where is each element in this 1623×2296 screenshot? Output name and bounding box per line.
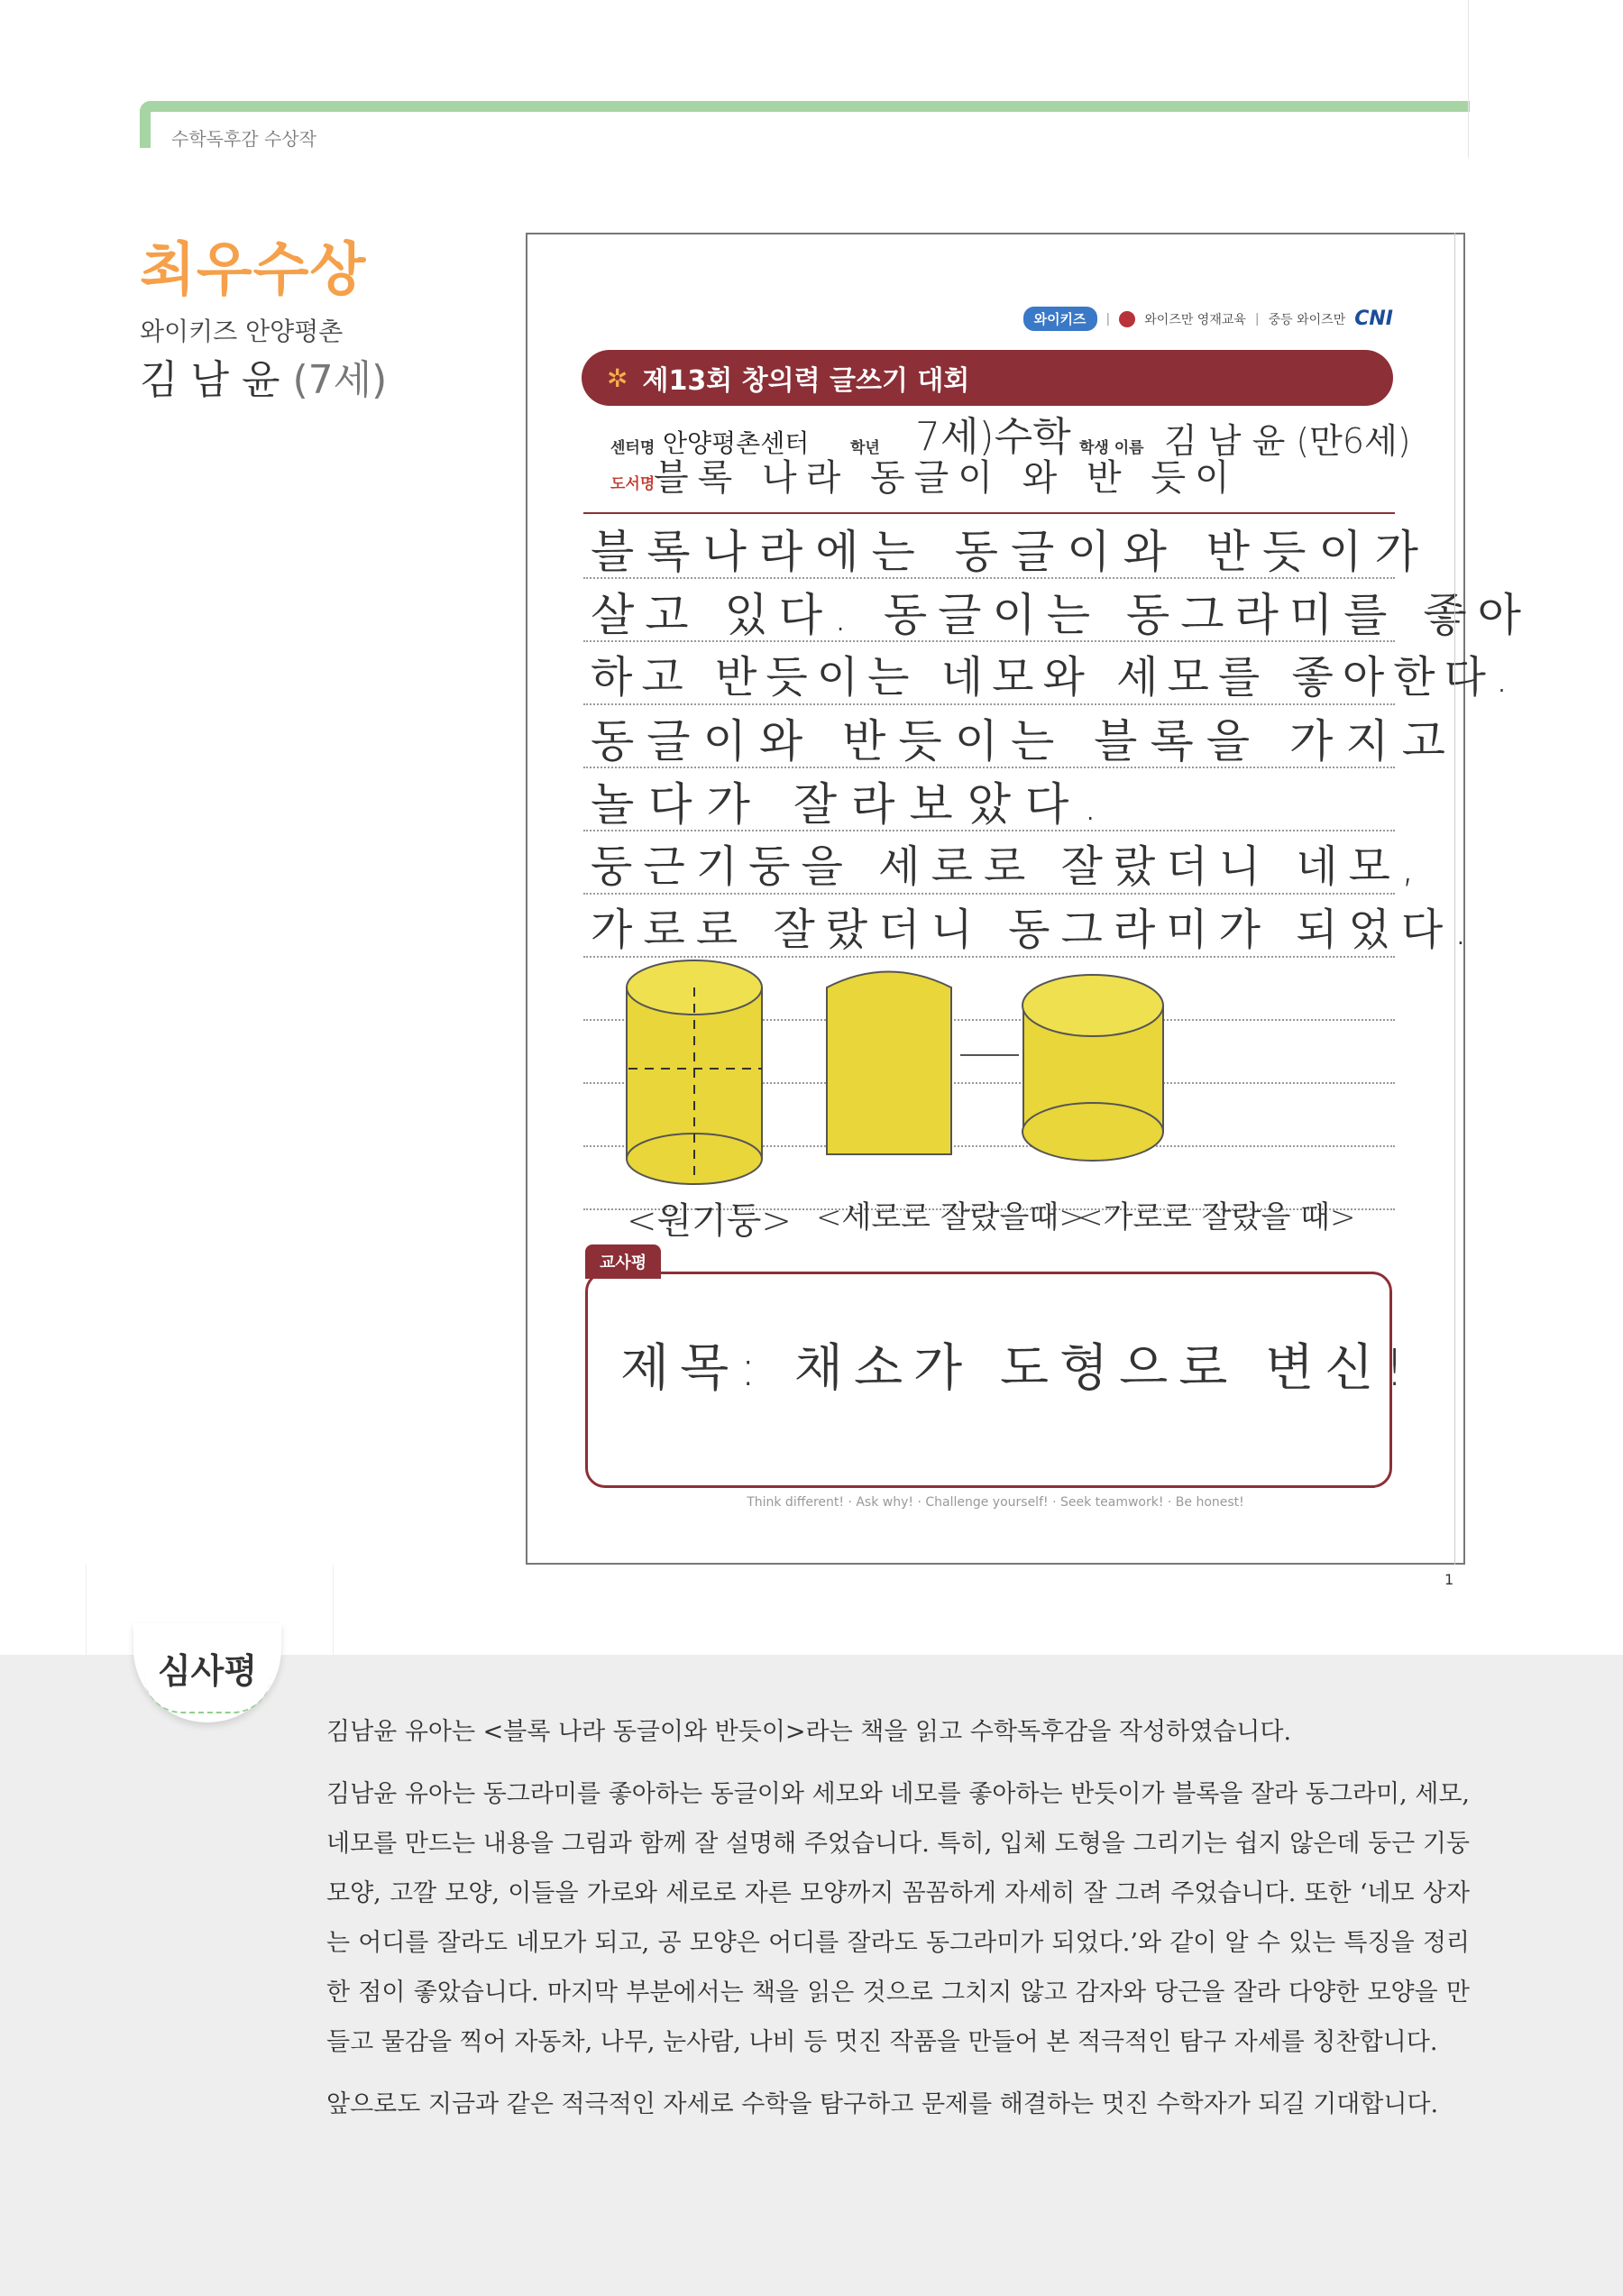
value-book: 블록 나라 동글이 와 반 듯이: [654, 457, 1239, 499]
review-title: 심사평: [157, 1651, 258, 1691]
essay-sheet: [526, 233, 1532, 1565]
brand-logo-cni: CNI: [1354, 308, 1393, 330]
essay-line: 놀다가 잘라보았다.: [591, 778, 1113, 831]
essay-line: 동글이와 반듯이는 블록을 가지고: [591, 715, 1458, 767]
award-title: 최우수상: [140, 237, 367, 304]
horizontal-cut-drawing: [960, 975, 1163, 1161]
brand-logo-middle: 중등 와이즈만: [1268, 312, 1346, 327]
label-student: 학생 이름: [1079, 439, 1144, 457]
review-paragraph: 김남윤 유아는 동그라미를 좋아하는 동글이와 세모와 네모를 좋아하는 반듯이가 블록을 잘라 동그라미, 세모, 네모를 만드는 내용을 그림과 함께 잘 설명해 주었습니다. 특히, 입체 도형을 그리기는 쉽지 않은데 둥근 기둥 모양, 고깔 모양, 이들을 가로와 세로로 자른 모양까지 꼼꼼하게 자세히 잘 그려 주었습니다. 또한 ‘네모 상자는 어디를 잘라도 네모가 되고, 공 모양은 어디를 잘라도 동그라미가 되었다.’와 같이 알 수 있는 특징을 정리한 점이 좋았습니다. 마지막 부분에서는 책을 읽은 것으로 그치지 않고 감자와 당근을 잘라 다양한 모양을 만들고 물감을 찍어 자동차, 나무, 눈사람, 나비 등 멋진 작품을 만들어 본 적극적인 탐구 자세를 칭찬합니다.: [326, 1780, 1470, 2056]
value-grade: 7세)수학: [915, 414, 1071, 460]
cylinder-drawing: [627, 960, 762, 1184]
student-name: 김 남 윤: [140, 357, 280, 403]
essay-line: 살고 있다. 동글이는 동그라미를 좋아: [591, 589, 1532, 641]
label-grade: 학년: [850, 439, 880, 457]
brand-logo-wiseman: 와이즈만 영재교육: [1144, 312, 1246, 327]
essay-line: 둥근기둥을 세로로 잘랐더니 네모,: [591, 841, 1426, 892]
page-number: 1: [1444, 1571, 1454, 1588]
contest-title: 제13회 창의력 글쓰기 대회: [642, 365, 970, 397]
section-label: 수학독후감 수상작: [171, 128, 316, 150]
motto: Think different! · Ask why! · Challenge yourself! · Seek teamwork! · Be honest!: [747, 1495, 1244, 1510]
sheet-edge: [1454, 233, 1465, 1565]
logo-row: [1023, 307, 1393, 331]
review-text: [326, 1707, 1470, 2142]
logo-separator: |: [1105, 311, 1111, 326]
essay-line: 블록나라에는 동글이와 반듯이가: [591, 526, 1431, 578]
teacher-comment: 제목: 채소가 도형으로 변신!: [620, 1339, 1416, 1398]
caption-horizontal: <가로로 잘랐을 때>: [1077, 1199, 1356, 1235]
teacher-tab: 교사평: [585, 1244, 661, 1279]
review-paragraph: 김남윤 유아는 <블록 나라 동글이와 반듯이>라는 책을 읽고 수학독후감을 작성하였습니다.: [326, 1718, 1292, 1746]
review-paragraph: 앞으로도 지금과 같은 적극적인 자세로 수학을 탐구하고 문제를 해결하는 멋진 수학자가 되길 기대합니다.: [326, 2090, 1439, 2118]
header-bar: [140, 101, 1470, 112]
vertical-cut-drawing: [827, 972, 951, 1155]
star-icon: ✲: [607, 363, 628, 393]
brand-logo-ykids: 와이키즈: [1023, 307, 1097, 331]
student-age: (7세): [292, 357, 388, 403]
value-student: 김 남 윤 (만6세): [1164, 421, 1411, 461]
label-book: 도서명: [610, 475, 656, 493]
caption-cylinder: <원기둥>: [627, 1200, 792, 1242]
label-center: 센터명: [610, 439, 656, 457]
header-bar-tick: [140, 101, 151, 148]
essay-line: 하고 반듯이는 네모와 세모를 좋아한다.: [591, 652, 1518, 703]
essay-line: 가로로 잘랐더니 동그라미가 되었다.: [591, 905, 1479, 955]
teacher-box: [585, 1272, 1416, 1488]
wiseman-logo-icon: [1119, 311, 1135, 327]
caption-vertical: <세로로 잘랐을때>: [816, 1199, 1085, 1235]
header-divider: [1468, 0, 1469, 158]
header-rule: [583, 512, 1395, 514]
logo-separator: |: [1254, 311, 1260, 326]
value-center: 안양평촌센터: [663, 428, 810, 458]
student-name-line: [140, 347, 387, 405]
contest-banner: [582, 350, 1393, 406]
cylinder-drawings: [618, 951, 1384, 1204]
center-name: 와이키즈 안양평촌: [140, 317, 344, 346]
